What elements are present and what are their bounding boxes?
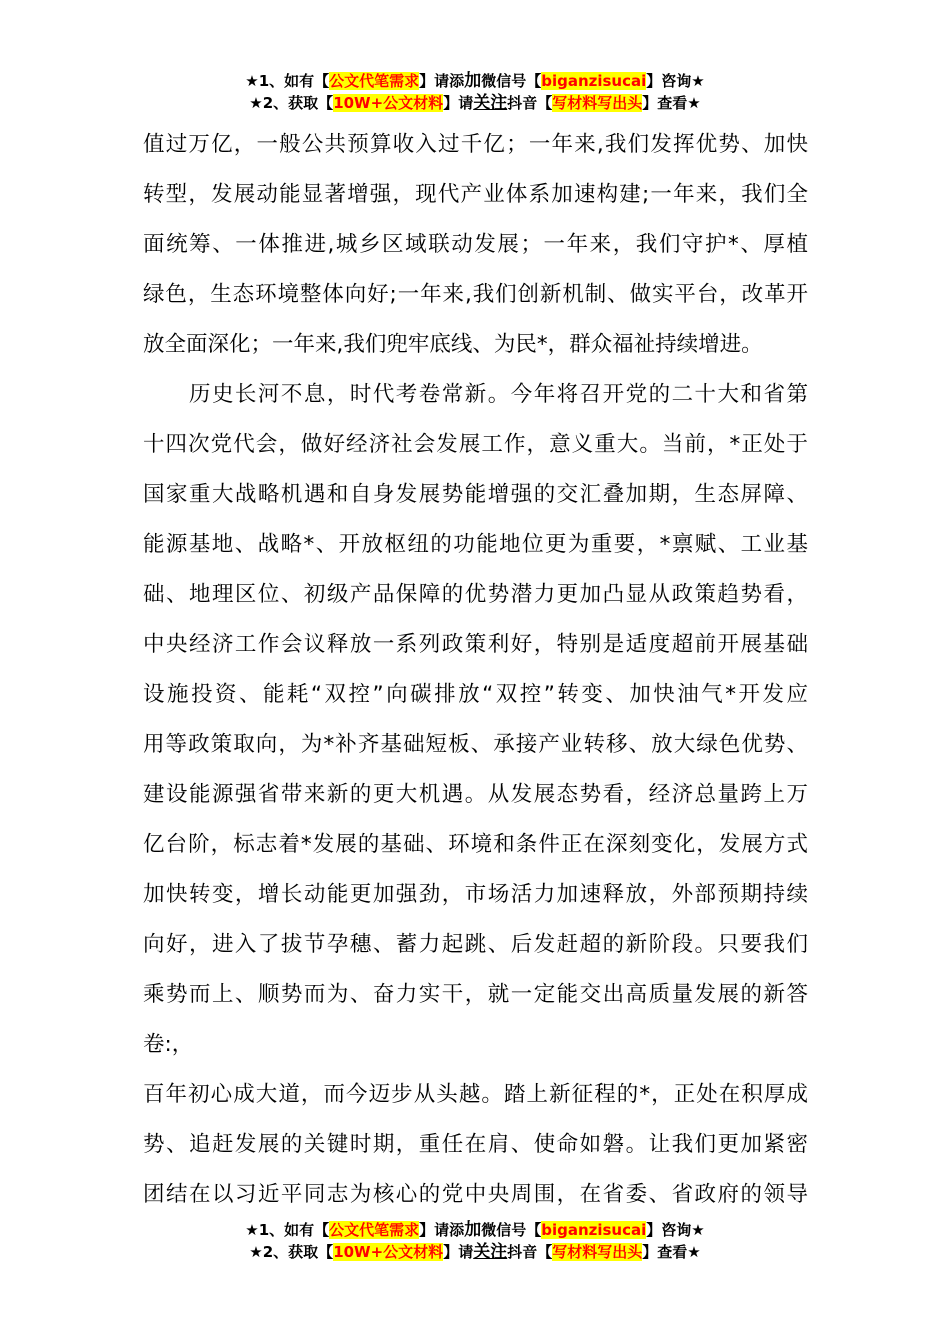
- text-line: 础、地理区位、初级产品保障的优势潜力更加凸显从政策趋势看，: [143, 582, 808, 607]
- banner-text: 抖音【: [507, 1243, 553, 1261]
- header-banner-line-2: [0, 92, 950, 114]
- banner-highlight: 10W+公文材料: [333, 94, 444, 112]
- banner-text: 】咨询★: [646, 1221, 705, 1239]
- footer-banner-line-2: [0, 1241, 950, 1263]
- text-line: 乘势而上、顺势而为、奋力实干，就一定能交出高质量发展的新答: [143, 982, 808, 1007]
- document-body: [143, 120, 808, 1220]
- text-line: 建设能源强省带来新的更大机遇。从发展态势看，经济总量跨上万: [143, 782, 808, 807]
- text-line: 中央经济工作会议释放一系列政策利好，特别是适度超前开展基础: [143, 632, 808, 657]
- text-line: 用等政策取向，为*补齐基础短板、承接产业转移、放大绿色优势、: [143, 732, 808, 757]
- paragraph-3: [143, 1070, 808, 1220]
- footer-banner-line-1: [0, 1219, 950, 1241]
- banner-text: 微信号【: [481, 72, 542, 90]
- banner-highlight-wechat-id: biganzisucai: [541, 72, 647, 90]
- banner-text: 】请: [443, 94, 474, 112]
- text-line: 百年初心成大道，而今迈步从头越。踏上新征程的*，正处在积厚成: [143, 1082, 808, 1107]
- banner-highlight-wechat-id: biganzisucai: [541, 1221, 647, 1239]
- banner-highlight: 写材料写出头: [552, 94, 643, 112]
- text-line: 向好，进入了拔节孕穗、蓄力起跳、后发赶超的新阶段。只要我们: [143, 932, 808, 957]
- banner-text: 】咨询★: [646, 72, 705, 90]
- text-line: 转型，发展动能显著增强，现代产业体系加速构建;一年来，我们全: [143, 182, 808, 207]
- banner-text: ★1、如有【: [245, 72, 330, 90]
- text-line: 势、追赶发展的关键时期，重任在肩、使命如磐。让我们更加紧密: [143, 1132, 808, 1157]
- text-line: 能源基地、战略*、开放枢纽的功能地位更为重要，*禀赋、工业基: [143, 532, 808, 557]
- text-line: 团结在以习近平同志为核心的党中央周围，在省委、省政府的领导: [143, 1182, 808, 1207]
- banner-text: 】请添: [419, 72, 465, 90]
- text-line: 国家重大战略机遇和自身发展势能增强的交汇叠加期，生态屏障、: [143, 482, 808, 507]
- banner-text: 关注: [473, 93, 508, 113]
- paragraph-2: [143, 370, 808, 1070]
- text-line: 放全面深化；一年来,我们兜牢底线、为民*，群众福祉持续增进。: [143, 332, 763, 357]
- banner-text: 】查看★: [642, 1243, 701, 1261]
- banner-text: 关注: [473, 1242, 508, 1262]
- banner-text: 加: [464, 71, 482, 91]
- text-line: 十四次党代会，做好经济社会发展工作，意义重大。当前，*正处于: [143, 432, 808, 457]
- text-line: 值过万亿，一般公共预算收入过千亿；一年来,我们发挥优势、加快: [143, 132, 808, 157]
- text-line: 卷:，: [143, 1032, 194, 1057]
- banner-highlight: 公文代笔需求: [329, 1221, 420, 1239]
- footer-banner: [0, 1219, 950, 1263]
- text-line: 面统筹、一体推进,城乡区域联动发展；一年来，我们守护*、厚植: [143, 232, 808, 257]
- banner-highlight: 写材料写出头: [552, 1243, 643, 1261]
- banner-highlight: 10W+公文材料: [333, 1243, 444, 1261]
- text-line: 设施投资、能耗“双控”向碳排放“双控”转变、加快油气*开发应: [143, 682, 808, 707]
- banner-text: 】请添: [419, 1221, 465, 1239]
- banner-text: 微信号【: [481, 1221, 542, 1239]
- banner-text: ★2、获取【: [249, 1243, 334, 1261]
- banner-text: 加: [464, 1220, 482, 1240]
- header-banner-line-1: [0, 70, 950, 92]
- header-banner: [0, 70, 950, 114]
- banner-text: 】查看★: [642, 94, 701, 112]
- banner-text: 】请: [443, 1243, 474, 1261]
- text-line: 历史长河不息，时代考卷常新。今年将召开党的二十大和省第: [143, 382, 808, 407]
- paragraph-1: [143, 120, 808, 370]
- banner-text: ★2、获取【: [249, 94, 334, 112]
- banner-text: 抖音【: [507, 94, 553, 112]
- banner-text: ★1、如有【: [245, 1221, 330, 1239]
- banner-highlight: 公文代笔需求: [329, 72, 420, 90]
- text-line: 绿色，生态环境整体向好;一年来,我们创新机制、做实平台，改革开: [143, 282, 808, 307]
- text-line: 加快转变，增长动能更加强劲，市场活力加速释放，外部预期持续: [143, 882, 808, 907]
- text-line: 亿台阶，标志着*发展的基础、环境和条件正在深刻变化，发展方式: [143, 832, 808, 857]
